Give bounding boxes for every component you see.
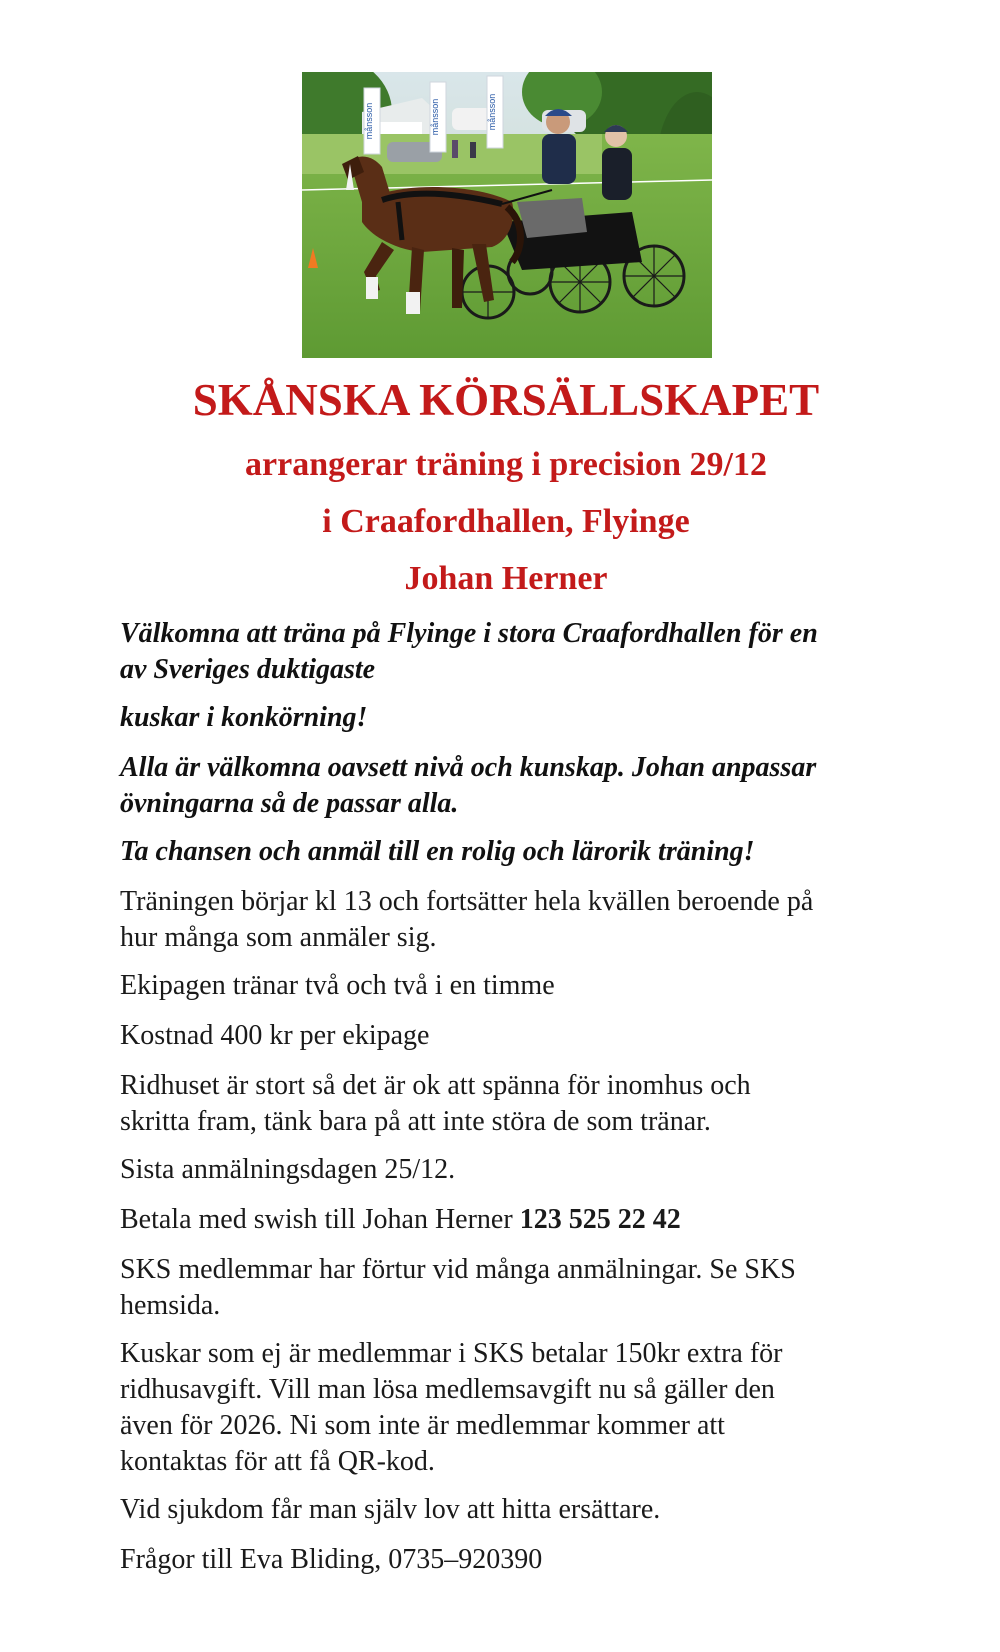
deadline-paragraph [120, 1152, 910, 1188]
text-line: kontaktas för att få QR-kod. [120, 1446, 435, 1477]
pairs-paragraph [120, 968, 910, 1004]
text-line: Vid sjukdom får man själv lov att hitta ersättare. [120, 1494, 661, 1525]
text-line: även för 2026. Ni som inte är medlemmar kommer att [120, 1410, 725, 1441]
text-line: Kuskar som ej är medlemmar i SKS betalar 150kr extra för [120, 1338, 783, 1369]
cost-paragraph [120, 1018, 910, 1054]
text-line: Kostnad 400 kr per ekipage [120, 1020, 430, 1051]
welcome-paragraph [120, 616, 910, 688]
text-line: hur många som anmäler sig. [120, 922, 437, 953]
text-line: Sista anmälningsdagen 25/12. [120, 1154, 456, 1185]
welcome-paragraph-end [120, 700, 910, 736]
banner-text: månsson [364, 102, 374, 140]
trainer-name: Johan Herner [404, 560, 608, 597]
swish-number: 123 525 22 42 [519, 1204, 681, 1235]
start-time-paragraph [120, 884, 910, 956]
text-line: av Sveriges duktigaste [120, 654, 376, 685]
payment-text: Betala med swish till Johan Herner [120, 1204, 513, 1235]
event-subtitle: arrangerar träning i precision 29/12 [245, 446, 767, 483]
text-line: Frågor till Eva Bliding, 0735–920390 [120, 1544, 543, 1575]
text-line: Ridhuset är stort så det är ok att spänna för inomhus och [120, 1070, 751, 1101]
banner-text: månsson [487, 93, 497, 131]
text-line: Välkomna att träna på Flyinge i stora Craafordhallen för en [120, 618, 818, 649]
payment-paragraph [120, 1202, 910, 1238]
text-line: ridhusavgift. Vill man lösa medlemsavgift nu så gäller den [120, 1374, 775, 1405]
text-line [120, 1202, 910, 1238]
text-line: övningarna så de passar alla. [120, 788, 459, 819]
members-paragraph [120, 1252, 910, 1324]
text-line: Träningen börjar kl 13 och fortsätter hela kvällen beroende på [120, 886, 814, 917]
page-title: SKÅNSKA KÖRSÄLLSKAPET [192, 375, 820, 425]
text-line: Alla är välkomna oavsett nivå och kunskap. Johan anpassar [120, 752, 817, 783]
all-welcome-paragraph [120, 750, 910, 822]
text-line: SKS medlemmar har förtur vid många anmälningar. Se SKS [120, 1254, 796, 1285]
text-line: skritta fram, tänk bara på att inte störa de som tränar. [120, 1106, 711, 1137]
illness-paragraph [120, 1492, 910, 1528]
chance-paragraph [120, 834, 910, 870]
text-line: Ekipagen tränar två och två i en timme [120, 970, 555, 1001]
non-members-paragraph [120, 1336, 910, 1480]
text-line: kuskar i konkörning! [120, 702, 368, 733]
event-location: i Craafordhallen, Flyinge [322, 503, 690, 540]
carriage-driving-photo [302, 72, 712, 358]
text-line: Ta chansen och anmäl till en rolig och lärorik träning! [120, 836, 755, 867]
banner-text: månsson [430, 98, 440, 136]
arena-paragraph [120, 1068, 910, 1140]
text-line: hemsida. [120, 1290, 221, 1321]
questions-paragraph [120, 1542, 910, 1578]
